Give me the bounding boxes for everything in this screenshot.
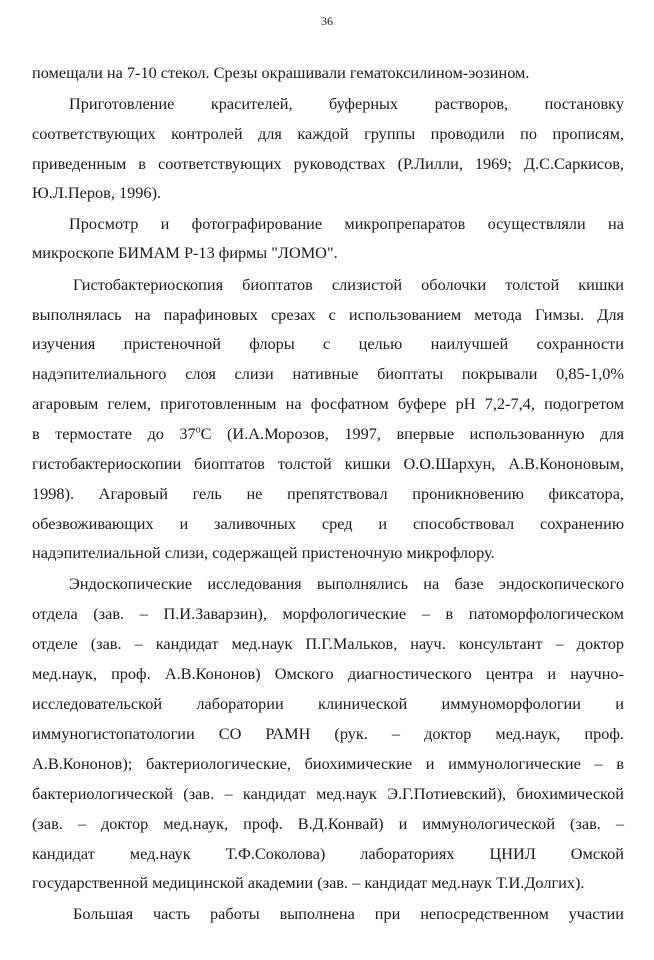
text-line: агаровым гелем, приготовленным на фосфатном буфере рН 7,2-7,4, подогретом [32, 394, 624, 413]
text-line: Эндоскопические исследования выполнялись на базе эндоскопического [69, 574, 624, 593]
text-line: (зав. – доктор мед.наук, проф. В.Д.Конвай) и иммунологической (зав. – [32, 814, 624, 833]
text-line [32, 424, 624, 444]
text-line: 1998). Агаровый гель не препятствовал проникновению фиксатора, [32, 484, 624, 503]
text-line: Просмотр и фотографирование микропрепаратов осуществляли на [69, 214, 624, 233]
degree-sign: о [195, 424, 201, 436]
text-line: отдела (зав. – П.И.Заварзин), морфологические – в патоморфологическом [32, 604, 624, 623]
text-fragment: С (И.А.Морозов, 1997, впервые использованную для [200, 424, 624, 443]
text-line: Гистобактериоскопия биоптатов слизистой оболочки толстой кишки [73, 275, 624, 294]
text-line: приведенным в соответствующих руководствах (Р.Лилли, 1969; Д.С.Саркисов, [32, 154, 624, 173]
text-line: соответствующих контролей для каждой группы проводили по прописям, [32, 124, 624, 143]
text-line: бактериологической (зав. – кандидат мед.наук Э.Г.Потиевский), биохимической [32, 784, 624, 803]
text-line: Ю.Л.Перов, 1996). [32, 183, 162, 202]
text-line: надэпителиальной слизи, содержащей пристеночную микрофлору. [32, 543, 495, 562]
text-line: иммуногистопатологии СО РАМН (рук. – доктор мед.наук, проф. [32, 724, 624, 743]
text-line: государственной медицинской академии (зав. – кандидат мед.наук Т.И.Долгих). [32, 873, 585, 892]
text-line: микроскопе БИМАМ Р-13 фирмы "ЛОМО". [32, 243, 338, 262]
text-line: отделе (зав. – кандидат мед.наук П.Г.Мальков, науч. консультант – доктор [32, 634, 624, 653]
text-line: выполнялась на парафиновых срезах с использованием метода Гимзы. Для [32, 305, 624, 324]
page-number: 36 [321, 14, 333, 28]
text-line: гистобактериоскопии биоптатов толстой кишки О.О.Шархун, А.В.Кононовым, [32, 454, 624, 473]
text-fragment: в термостате до 37 [32, 424, 196, 443]
text-line: изучения пристеночной флоры с целью наилучшей сохранности [32, 334, 624, 353]
text-line: А.В.Кононов); бактериологические, биохимические и иммунологические – в [32, 754, 624, 773]
text-line: кандидат мед.наук Т.Ф.Соколова) лабораториях ЦНИЛ Омской [32, 844, 624, 863]
text-line: обезвоживающих и заливочных сред и способствовал сохранению [32, 514, 624, 533]
text-line: исследовательской лаборатории клинической иммуноморфологии и [32, 694, 624, 713]
text-line: надэпителиального слоя слизи нативные биоптаты покрывали 0,85-1,0% [32, 364, 624, 383]
text-line: помещали на 7-10 стекол. Срезы окрашивали гематоксилином-эозином. [32, 63, 530, 82]
text-line: Приготовление красителей, буферных растворов, постановку [69, 94, 624, 113]
text-line: мед.наук, проф. А.В.Кононов) Омского диагностического центра и научно- [32, 664, 624, 683]
text-line: Большая часть работы выполнена при непосредственном участии [73, 904, 624, 923]
